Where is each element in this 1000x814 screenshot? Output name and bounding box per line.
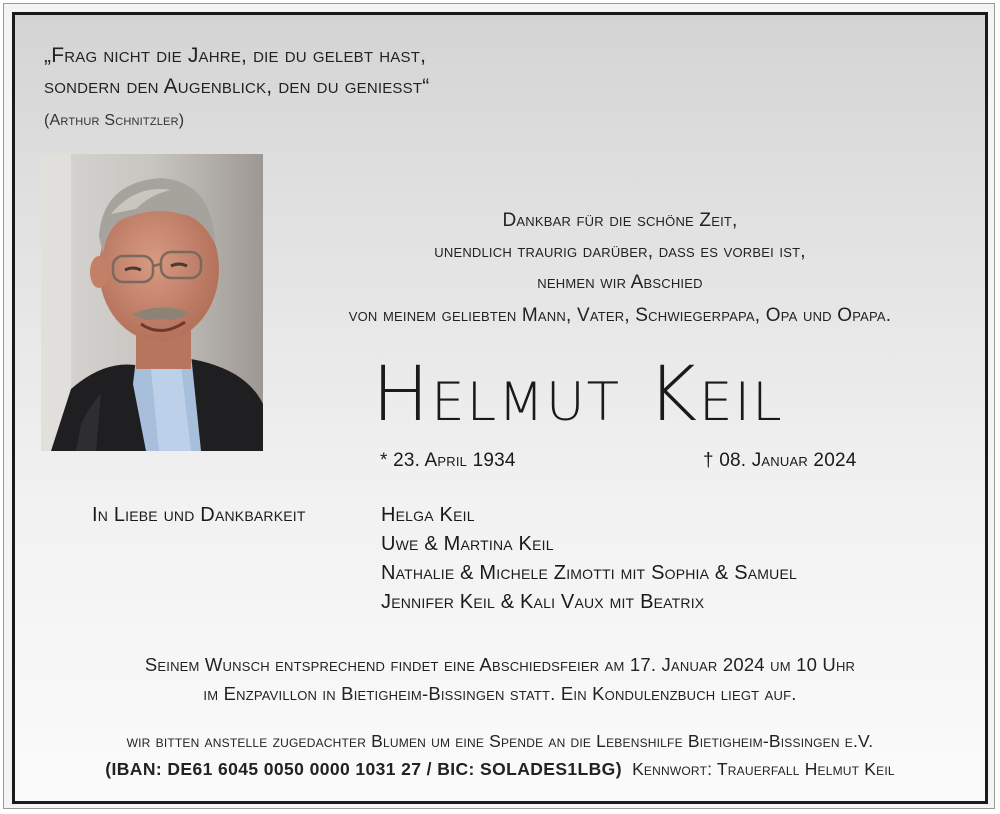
intro-line-4: von meinem geliebten Mann, Vater, Schwiegerpapa, Opa und Opapa. xyxy=(348,305,892,326)
birth-date: * 23. April 1934 xyxy=(380,450,516,471)
mourner-name: Uwe & Martina Keil xyxy=(381,533,554,555)
portrait-photo xyxy=(41,154,263,451)
ceremony-notice-line-2: im Enzpavillon in Bietigheim-Bissingen statt. Ein Kondulenzbuch liegt auf. xyxy=(203,683,797,704)
intro-line-3: nehmen wir Abschied xyxy=(537,272,703,293)
quote-author: (Arthur Schnitzler) xyxy=(44,112,185,129)
bank-details-line xyxy=(20,759,980,780)
quote-line-2: sondern den Augenblick, den du geniesst“ xyxy=(44,75,430,98)
donation-request: wir bitten anstelle zugedachter Blumen um eine Spende an die Lebenshilfe Bietigheim-Bissingen e.V. xyxy=(126,731,874,751)
mourner-name: Nathalie & Michele Zimotti mit Sophia & Samuel xyxy=(381,562,797,584)
deceased-name: Helmut Keil xyxy=(372,349,784,438)
mourner-name: Helga Keil xyxy=(381,504,475,526)
bank-details: (IBAN: DE61 6045 0050 0000 1031 27 / BIC: SOLADES1LBG) xyxy=(105,759,622,779)
quote-line-1: „Frag nicht die Jahre, die du gelebt hast, xyxy=(44,44,427,67)
mourner-name: Jennifer Keil & Kali Vaux mit Beatrix xyxy=(381,591,705,613)
death-date: † 08. Januar 2024 xyxy=(703,450,857,471)
intro-line-1: Dankbar für die schöne Zeit, xyxy=(502,210,738,231)
ceremony-notice-line-1: Seinem Wunsch entsprechend findet eine Abschiedsfeier am 17. Januar 2024 um 10 Uhr xyxy=(144,654,856,675)
intro-line-2: unendlich traurig darüber, dass es vorbei ist, xyxy=(434,241,806,262)
mourners-label: In Liebe und Dankbarkeit xyxy=(92,504,306,526)
donation-keyword: Kennwort: Trauerfall Helmut Keil xyxy=(632,759,895,779)
